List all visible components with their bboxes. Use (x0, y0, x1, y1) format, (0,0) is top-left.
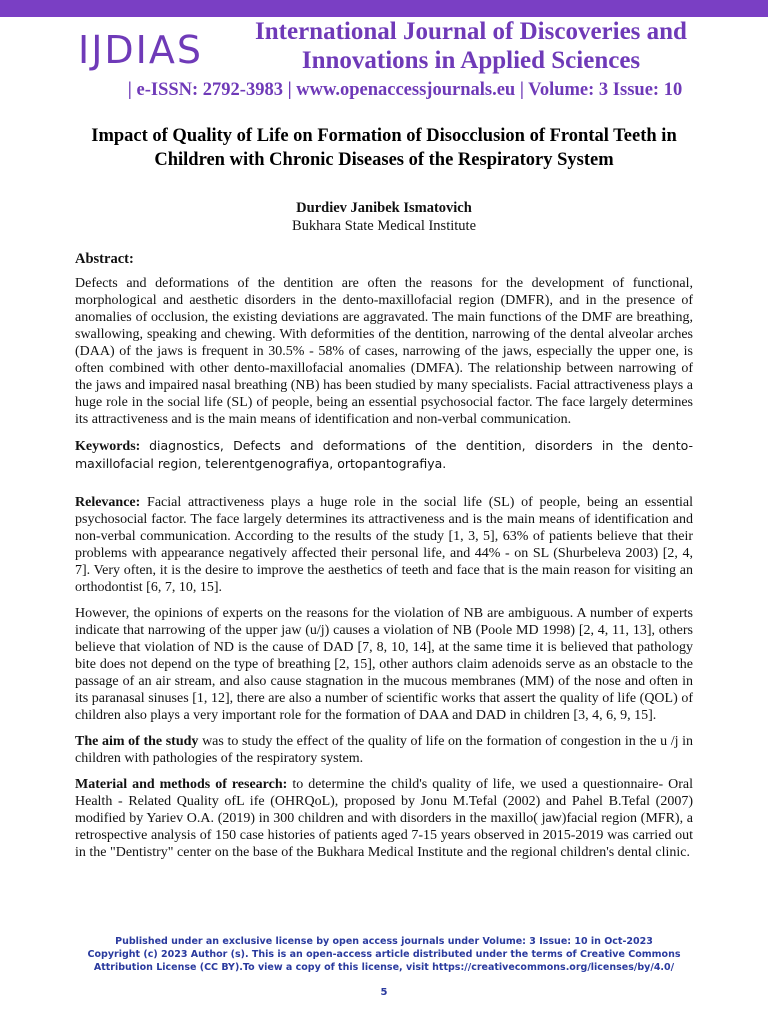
relevance-text: Facial attractiveness plays a huge role in the social life (SL) of people, being an essential psychosocial factor. The face largely determines its attractiveness and is the main means of identification and non-verbal communication. According to the results of the study [1, 3, 5], 63% of patients believe that their problems with appearance negatively affected their personal life, and 44% - on SL (Shurbeleva 2003) [2, 4, 7]. Very often, it is the desire to improve the aesthetics of teeth and face that is the main reason for visiting an orthodontist [6, 7, 10, 15]. (75, 495, 694, 595)
header-bar (0, 0, 768, 17)
section-gap (75, 482, 693, 494)
page-number: 5 (380, 987, 388, 998)
author-name: Durdiev Janibek Ismatovich (296, 200, 472, 216)
keywords-label: Keywords: (75, 439, 141, 454)
methods-text: to determine the child's quality of life, we used a questionnaire- Oral Health - Related Quality ofL ife (OHRQoL), proposed by Jonu M.Tefal (2002) and Pahel B.Tefal (2007) modified by Yariev O.A. (2019) in 300 children and with disorders in the maxillo( jaw)facial region (MFR), a retrospective analysis of 150 case histories of patients aged 7-15 years observed in 2015-2019 was carried out in the "Dentistry" center on the base of the Bukhara Medical Institute and the regional children's dental clinic. (75, 777, 694, 860)
opinions-paragraph (75, 605, 693, 724)
footer-line-1: Published under an exclusive license by open access journals under Volume: 3 Issue: 10 in Oct-2023 (115, 936, 653, 947)
journal-logo: IJDIAS (78, 28, 203, 72)
aim-label: The aim of the study (75, 734, 199, 749)
opinions-text: However, the opinions of experts on the reasons for the violation of NB are ambiguous. A number of experts indicate that narrowing of the upper jaw (u/j) causes a violation of NB (Poole MD 1998) [2, 4, 11, 13], others believe that violation of ND is the cause of DAD [7, 8, 10, 14], at the same time it is believed that pathology bite does not depend on the type of breathing [2, 15], other authors claim adenoids serve as an obstacle to the passage of an air stream, and also cause stagnation in the mucous membranes (MM) of the nose and often in its paranasal sinuses [1, 12], there are also a number of scientific works that assert the quality of life (QOL) of children also plays a very important role for the formation of DAA and DAD in children [3, 4, 6, 9, 15]. (75, 606, 693, 723)
abstract-heading: Abstract: (75, 251, 134, 267)
issn-line: | e-ISSN: 2792-3983 | www.openaccessjournals.eu | Volume: 3 Issue: 10 (127, 80, 683, 100)
relevance-label: Relevance: (75, 495, 141, 510)
journal-title: International Journal of Discoveries and Innovations in Applied Sciences (255, 18, 687, 74)
aim-text: was to study the effect of the quality of life on the formation of congestion in the u /j in children with pathologies of the respiratory system. (75, 734, 693, 766)
article-body (75, 251, 693, 870)
license-footer (70, 935, 698, 974)
methods-paragraph (75, 776, 693, 861)
aim-paragraph (75, 733, 693, 767)
keywords-text: diagnostics, Defects and deformations of the dentition, disorders in the dento-maxillofacial region, telerentgenografiya, ortopantografiya. (75, 438, 694, 471)
author-affiliation: Bukhara State Medical Institute (291, 218, 477, 234)
abstract-text: Defects and deformations of the dentition are often the reasons for the development of functional, morphological and aesthetic disorders in the dento-maxillofacial region (DMFR), and in the presence of anomalies of occlusion, the existing deviations are aggravated. The main functions of the DMF are breathing, swallowing, speaking and chewing. With deformities of the dentition, narrowing of the dental alveolar arches (DAA) of the jaws is frequent in 30.5% - 58% of cases, narrowing of the jaws, especially the upper one, is often combined with other dento-maxillofacial anomalies (DMFA). The relationship between narrowing of the jaws and impaired nasal breathing (NB) has been studied by many specialists. Facial attractiveness plays a huge role in the social life (SL) of people, being an essential psychosocial factor. The face largely determines its attractiveness and is the main means of identification and non-verbal communication. (75, 276, 693, 427)
paper-title: Impact of Quality of Life on Formation of Disocclusion of Frontal Teeth in Children with Chronic Diseases of the Respiratory System (91, 126, 677, 170)
methods-label: Material and methods of research: (75, 777, 288, 792)
keywords-paragraph (75, 437, 693, 473)
footer-line-2: Copyright (c) 2023 Author (s). This is an open-access article distributed under the terms of Creative Commons (87, 949, 681, 960)
footer-line-3: Attribution License (CC BY).To view a copy of this license, visit https://creativecommons.org/licenses/by/4.0/ (93, 962, 675, 973)
relevance-paragraph (75, 494, 693, 596)
